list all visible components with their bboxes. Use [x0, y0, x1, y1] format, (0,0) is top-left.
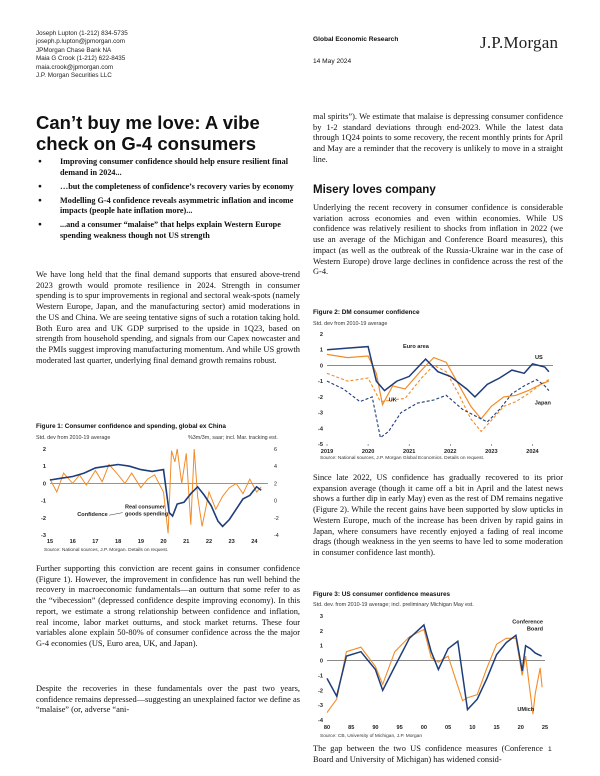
x-tick-label: 15	[46, 539, 54, 545]
figure3-chart	[313, 610, 563, 742]
y-left-tick-label: -2	[41, 515, 46, 522]
body-paragraph: Despite the recoveries in these fundamentals over the past two years, confidence remains depressed—suggesting an unexplained factor we define as “malaise” (or, adverse “ani-	[36, 684, 300, 715]
body-paragraph: Since late 2022, US confidence has gradually recovered to its prior expansion average (though it came off a bit in April and the latest news shows a further dip in early May) even as the rest of DM remains negative (Figure 2). While the recent gains have been supported by slow upticks in Western Europe, much of the increase has been driven by rapid gains in Japan, where consumers have recently enjoyed a fading of real income drags (though weakness in the yen seems to have led to some moderation in consumer confidence last month).	[313, 473, 563, 557]
author-contacts	[36, 30, 128, 80]
figure1-source: Source: National sources, J.P. Morgan. Details on request.	[44, 548, 169, 553]
x-tick-label: 05	[444, 725, 452, 731]
figure3-subtitle: Std. dev. from 2010-19 average; incl. preliminary Michigan May est.	[313, 602, 474, 608]
y-tick-label: 0	[319, 658, 323, 665]
x-tick-label: 80	[323, 725, 331, 731]
us-label: US	[534, 355, 543, 362]
figure1-subtitle-right: %3m/3m, saar; incl. Mar. tracking est.	[188, 435, 278, 441]
y-tick-label: -4	[318, 718, 323, 724]
figure2-title: Figure 2: DM consumer confidence	[313, 309, 420, 316]
y-tick-label: 2	[319, 628, 323, 635]
y-right-tick-label: 6	[274, 447, 277, 453]
page-number: 1	[548, 746, 552, 753]
spending-series-line	[50, 449, 261, 533]
body-paragraph: mal spirits”). We estimate that malaise is depressing consumer confidence by 1-2 standard deviations through end-2023. While the latest data through 1Q24 points to some recovery, the recent monthly prints for April and May are a reminder that the recovery is unlikely to move in a straight line.	[313, 112, 563, 164]
x-tick-label: 20	[517, 725, 524, 731]
key-point: ● ...and a consumer “malaise” that helps explain Western Europe spending weakness though not US strength	[36, 220, 300, 241]
x-tick-label: 00	[420, 725, 428, 731]
uk-label: UK	[388, 397, 397, 404]
key-point: ● Improving consumer confidence should help ensure resilient final demand in 2024...	[36, 157, 300, 178]
x-tick-label: 2019	[320, 449, 334, 455]
confidence-annotation: Confidence	[77, 512, 108, 519]
conference-board-series-line	[327, 625, 542, 710]
y-right-tick-label: -2	[274, 515, 279, 522]
contact-line: Joseph Lupton (1-212) 834-5735	[36, 30, 128, 37]
figure2-chart	[313, 328, 563, 460]
x-tick-label: 19	[137, 539, 144, 545]
x-tick-label: 2022	[444, 449, 457, 455]
y-tick-label: -1	[318, 673, 323, 680]
series-line-us	[327, 347, 549, 397]
contact-line: J.P. Morgan Securities LLC	[36, 72, 112, 80]
figure3-title: Figure 3: US consumer confidence measures	[313, 591, 451, 598]
y-tick-label: -3	[318, 703, 323, 710]
y-tick-label: -2	[318, 688, 323, 695]
y-left-tick-label: -3	[41, 533, 46, 539]
x-tick-label: 2020	[361, 449, 375, 455]
contact-line: Maia G Crook (1-212) 622-8435	[36, 55, 126, 63]
y-tick-label: 2	[319, 332, 323, 338]
x-tick-label: 21	[183, 539, 190, 545]
y-tick-label: 1	[319, 643, 323, 650]
x-tick-label: 95	[396, 725, 403, 731]
key-point: ● …but the completeness of confidence’s recovery varies by economy	[36, 182, 300, 193]
x-tick-label: 20	[160, 539, 167, 545]
section-heading: Misery loves company	[313, 184, 436, 196]
key-point: ● Modelling G-4 confidence reveals asymmetric inflation and income impacts (people hate inflation more)...	[36, 196, 300, 217]
y-tick-label: -2	[318, 394, 323, 401]
figure1-subtitle-left: Std. dev from 2010-19 average	[36, 435, 111, 441]
contact-line: joseph.p.lupton@jpmorgan.com	[36, 38, 126, 46]
japan-label: Japan	[534, 400, 551, 407]
x-tick-label: 16	[69, 539, 76, 545]
x-tick-label: 25	[541, 725, 549, 731]
jpmorgan-logo: J.P.Morgan	[480, 33, 559, 52]
y-tick-label: 1	[319, 347, 323, 354]
x-tick-label: 23	[228, 539, 235, 545]
confidence-annotation-arrow	[109, 513, 123, 516]
body-paragraph: Further supporting this conviction are recent gains in consumer confidence (Figure 1). However, the improvement in confidence has run well behind the recovery in macroeconomic fundamentals—an outturn that some refer to as the “vibecession” (depressed confidence despite improving economy). In this report, we estimate a strong relationship between confidence and inflation, real income, labor market outturns, and stock market returns. These four variables alone explain 50-80% of consumer confidence across the the major G-4 economies (US, Euro area, UK, and Japan).	[36, 564, 300, 648]
y-left-tick-label: 2	[42, 447, 46, 453]
figure1-title: Figure 1: Consumer confidence and spending, global ex China	[36, 423, 226, 430]
y-left-tick-label: 1	[42, 464, 46, 471]
series-line-euro-area	[327, 354, 549, 419]
y-right-tick-label: -4	[274, 533, 279, 539]
spending-annotation-line1: Real consumer	[124, 504, 166, 511]
x-tick-label: 2023	[485, 449, 498, 455]
figure3-source: Source: CB, University of Michigan, J.P. Morgan	[320, 734, 423, 739]
contact-line: JPMorgan Chase Bank NA	[36, 46, 112, 54]
spending-annotation-line2: goods spending	[124, 511, 169, 518]
y-left-tick-label: 0	[42, 481, 46, 488]
y-right-tick-label: 4	[274, 464, 277, 471]
x-tick-label: 10	[469, 725, 476, 731]
figure1-chart	[36, 443, 300, 548]
figure2-source: Source: National sources, J.P. Morgan Global Economics. Details on request.	[320, 456, 485, 461]
x-tick-label: 2024	[526, 449, 539, 455]
umich-label: UMich	[517, 707, 535, 714]
department: Global Economic Research	[313, 36, 399, 43]
y-right-tick-label: 0	[274, 498, 277, 505]
x-tick-label: 90	[372, 725, 379, 731]
y-tick-label: 0	[319, 363, 323, 370]
conference-board-label-line1: Conference	[512, 619, 544, 626]
umich-series-line	[327, 629, 542, 714]
y-left-tick-label: -1	[41, 498, 46, 505]
x-tick-label: 17	[92, 539, 99, 545]
x-tick-label: 24	[251, 539, 258, 545]
y-tick-label: -5	[318, 442, 323, 448]
euro-area-label: Euro area	[403, 344, 429, 351]
publication-date: 14 May 2024	[313, 58, 352, 65]
x-tick-label: 22	[205, 539, 213, 545]
body-paragraph: Underlying the recent recovery in consumer confidence is considerable variation across economies and even within economies. While US confidence was relatively resilient to shocks from inflation in 2022 (we use an average of the Michigan and Conference Board measures), this impact (as well as the outbreak of the Russia-Ukraine war in the case of Western Europe) drove large declines in confidence across the rest of the G-4.	[313, 203, 563, 277]
y-tick-label: -1	[318, 379, 323, 386]
y-tick-label: 3	[319, 614, 323, 620]
y-right-tick-label: 2	[274, 481, 277, 488]
figure2-subtitle: Std. dev from 2010-19 average	[313, 321, 388, 327]
conference-board-label-line2: Board	[526, 626, 544, 633]
y-tick-label: -3	[318, 410, 323, 417]
key-points-list	[36, 157, 300, 245]
series-line-japan	[327, 380, 549, 438]
x-tick-label: 85	[348, 725, 355, 731]
x-tick-label: 2021	[402, 449, 416, 455]
y-tick-label: -4	[318, 426, 323, 433]
contact-line: maia.crook@jpmorgan.com	[36, 63, 114, 71]
body-paragraph: The gap between the two US confidence measures (Conference Board and University of Michigan) has widened consid-	[313, 744, 543, 764]
body-paragraph: We have long held that the final demand supports that ensured above-trend 2023 growth would promote resilience in 2024. Strength in consumer spending is to spur improvements in regional and sectoral weak-spots (namely Western Europe, Japan, and the manufacturing sector) amid moderations in the US and China. We are seeing tentative signs of such a rotation taking hold. Both Euro area and UK GDP surprised to the upside in 1Q23, based on strength from household spending, and signals from our Capex nowcaster and the PMIs suggest improving manufacturing momentum. And while US growth moderated last quarter, underlying final demand growth remains robust.	[36, 270, 300, 365]
x-tick-label: 18	[115, 539, 122, 545]
x-tick-label: 15	[493, 725, 500, 731]
report-title: Can’t buy me love: A vibe check on G-4 consumers	[36, 112, 260, 154]
